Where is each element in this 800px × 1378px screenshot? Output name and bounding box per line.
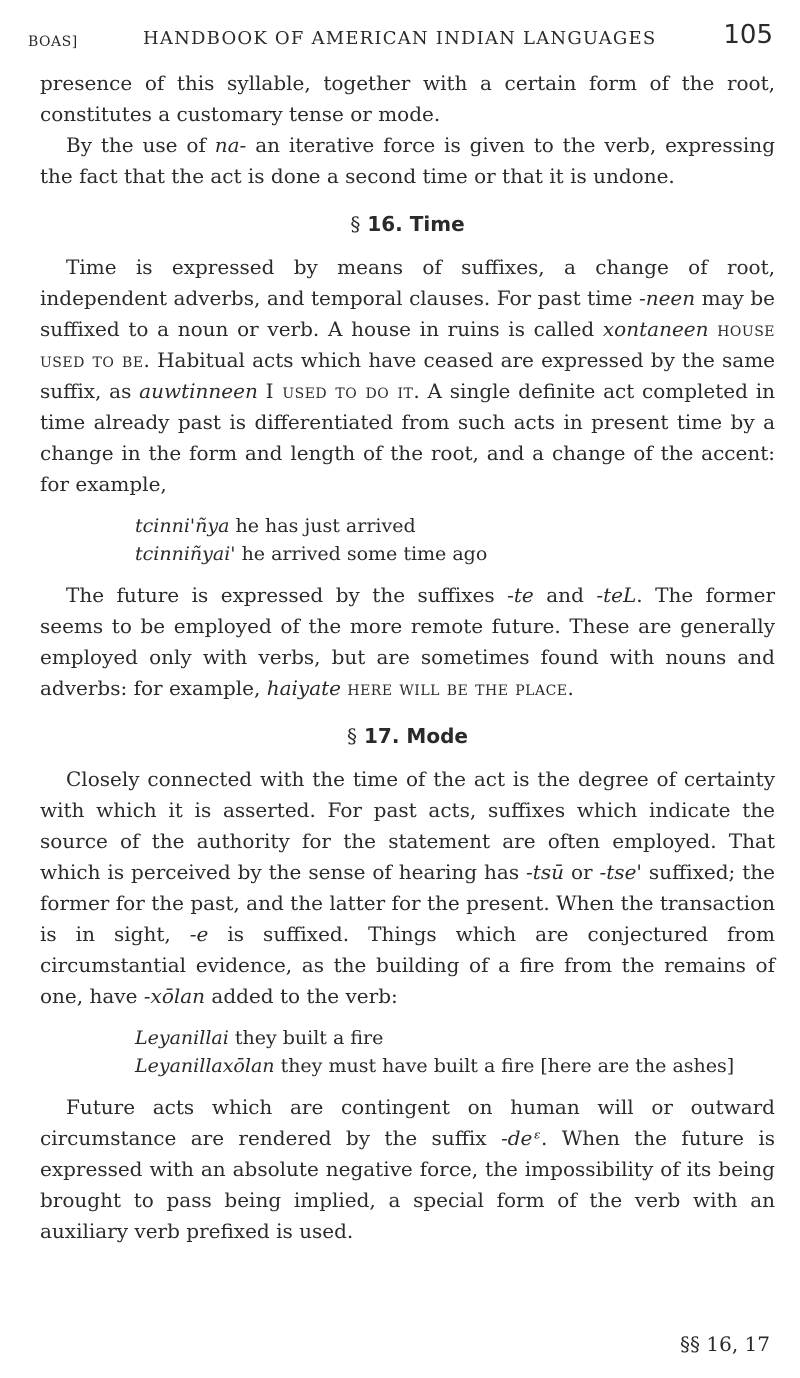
paragraph-3-text-a: Time is expressed by means of suffixes, a change of root, independent adverbs, and temporal clauses. For past time [40, 255, 775, 310]
paragraph-3 [40, 252, 775, 500]
example-word: tcinni'ñya [135, 515, 230, 537]
paragraph-4-text-d: . [567, 676, 574, 700]
paragraph-3-text-c: . Habitual acts which have ceased are expressed by the same suffix, as [40, 348, 775, 403]
paragraph-3-text-b: may be suffixed to a noun or verb. A house in ruins is called [40, 286, 776, 341]
suffix-term: -te [507, 583, 534, 607]
example-gloss: he arrived some time ago [241, 543, 488, 565]
paragraph-4-text-b: and [533, 583, 597, 607]
paragraph-5-text-e: added to the verb: [205, 984, 398, 1008]
time-examples [40, 512, 775, 568]
example-word: Leyanillai [135, 1027, 229, 1049]
example-gloss: they must have built a fire [here are the ashes] [280, 1055, 735, 1077]
example-gloss: here will be the place [347, 676, 568, 700]
example-row [135, 512, 775, 540]
paragraph-5-text-d: is suffixed. Things which are conjectured from circumstantial evidence, as the building of a fire from the remains of one, have [40, 922, 776, 1008]
example-word: haiyate [266, 676, 341, 700]
section-symbol: § [350, 212, 361, 236]
paragraph-4-text-a: The future is expressed by the suffixes [66, 583, 508, 607]
example-word: Leyanillaxōlan [135, 1055, 275, 1077]
example-gloss: I used to do it [265, 379, 414, 403]
mode-examples [40, 1024, 775, 1080]
section-symbol: § [347, 724, 358, 748]
paragraph-2-text-b: an iterative force is given to the verb, expressing the fact that the act is done a second time or that it is undone. [40, 133, 775, 188]
example-row [135, 1024, 775, 1052]
paragraph-6 [40, 1092, 775, 1247]
paragraph-3-text-d: . A single definite act completed in time already past is differentiated from such acts in present time by a change in the form and length of the root, and a change of the accent: for example, [40, 379, 775, 496]
example-gloss: they built a fire [234, 1027, 384, 1049]
example-word: tcinniñyai' [135, 543, 236, 565]
paragraph-5-text-c: suffixed; the former for the past, and the latter for the present. When the transaction is in sight, [40, 860, 775, 946]
section-17-heading [40, 721, 775, 751]
suffix-term: -neen [638, 286, 696, 310]
suffix-term: -e [189, 922, 209, 946]
paragraph-5-text-b: or [564, 860, 600, 884]
body-text [40, 68, 775, 1247]
paragraph-2-text-a: By the use of [66, 133, 215, 157]
section-number: 16. [367, 212, 403, 236]
suffix-term: -tse' [599, 860, 642, 884]
example-word: auwtinneen [139, 379, 258, 403]
section-16-heading [40, 209, 775, 239]
example-row [135, 1052, 775, 1080]
suffix-term: -teL [596, 583, 637, 607]
paragraph-1 [40, 68, 775, 130]
paragraph-5-text-a: Closely connected with the time of the act is the degree of certainty with which it is asserted. For past acts, suffixes which indicate the source of the authority for the statement are often employed. That which is perceived by the sense of hearing has [40, 767, 775, 884]
paragraph-5 [40, 764, 775, 1012]
section-reference-footer: §§ 16, 17 [680, 1332, 770, 1356]
suffix-term: -xōlan [143, 984, 206, 1008]
section-title: Time [409, 212, 465, 236]
example-word: xontaneen [602, 317, 709, 341]
example-row [135, 540, 775, 568]
example-gloss: he has just arrived [235, 515, 416, 537]
suffix-term: -deᵋ [500, 1126, 541, 1150]
running-head-author: BOAS] [28, 34, 78, 50]
paragraph-1-text: presence of this syllable, together with a certain form of the root, constitutes a customary tense or mode. [40, 71, 775, 126]
paragraph-4 [40, 580, 775, 704]
running-head-title: HANDBOOK OF AMERICAN INDIAN LANGUAGES [143, 28, 657, 49]
paragraph-4-text-c: . The former seems to be employed of the more remote future. These are generally employed only with verbs, but are sometimes found with nouns and adverbs: for example, [40, 583, 776, 700]
example-gloss: house used to be [40, 317, 776, 372]
suffix-term: -tsū [526, 860, 564, 884]
page-number: 105 [723, 20, 773, 50]
paragraph-2 [40, 130, 775, 192]
running-head [28, 20, 773, 60]
section-number: 17. [364, 724, 400, 748]
section-title: Mode [406, 724, 468, 748]
paragraph-6-text-b: . When the future is expressed with an absolute negative force, the impossibility of its being brought to pass being implied, a special form of the verb with an auxiliary verb prefixed is used. [40, 1126, 776, 1243]
paragraph-6-text-a: Future acts which are contingent on human will or outward circumstance are rendered by the suffix [40, 1095, 775, 1150]
prefix-term: na- [214, 133, 247, 157]
